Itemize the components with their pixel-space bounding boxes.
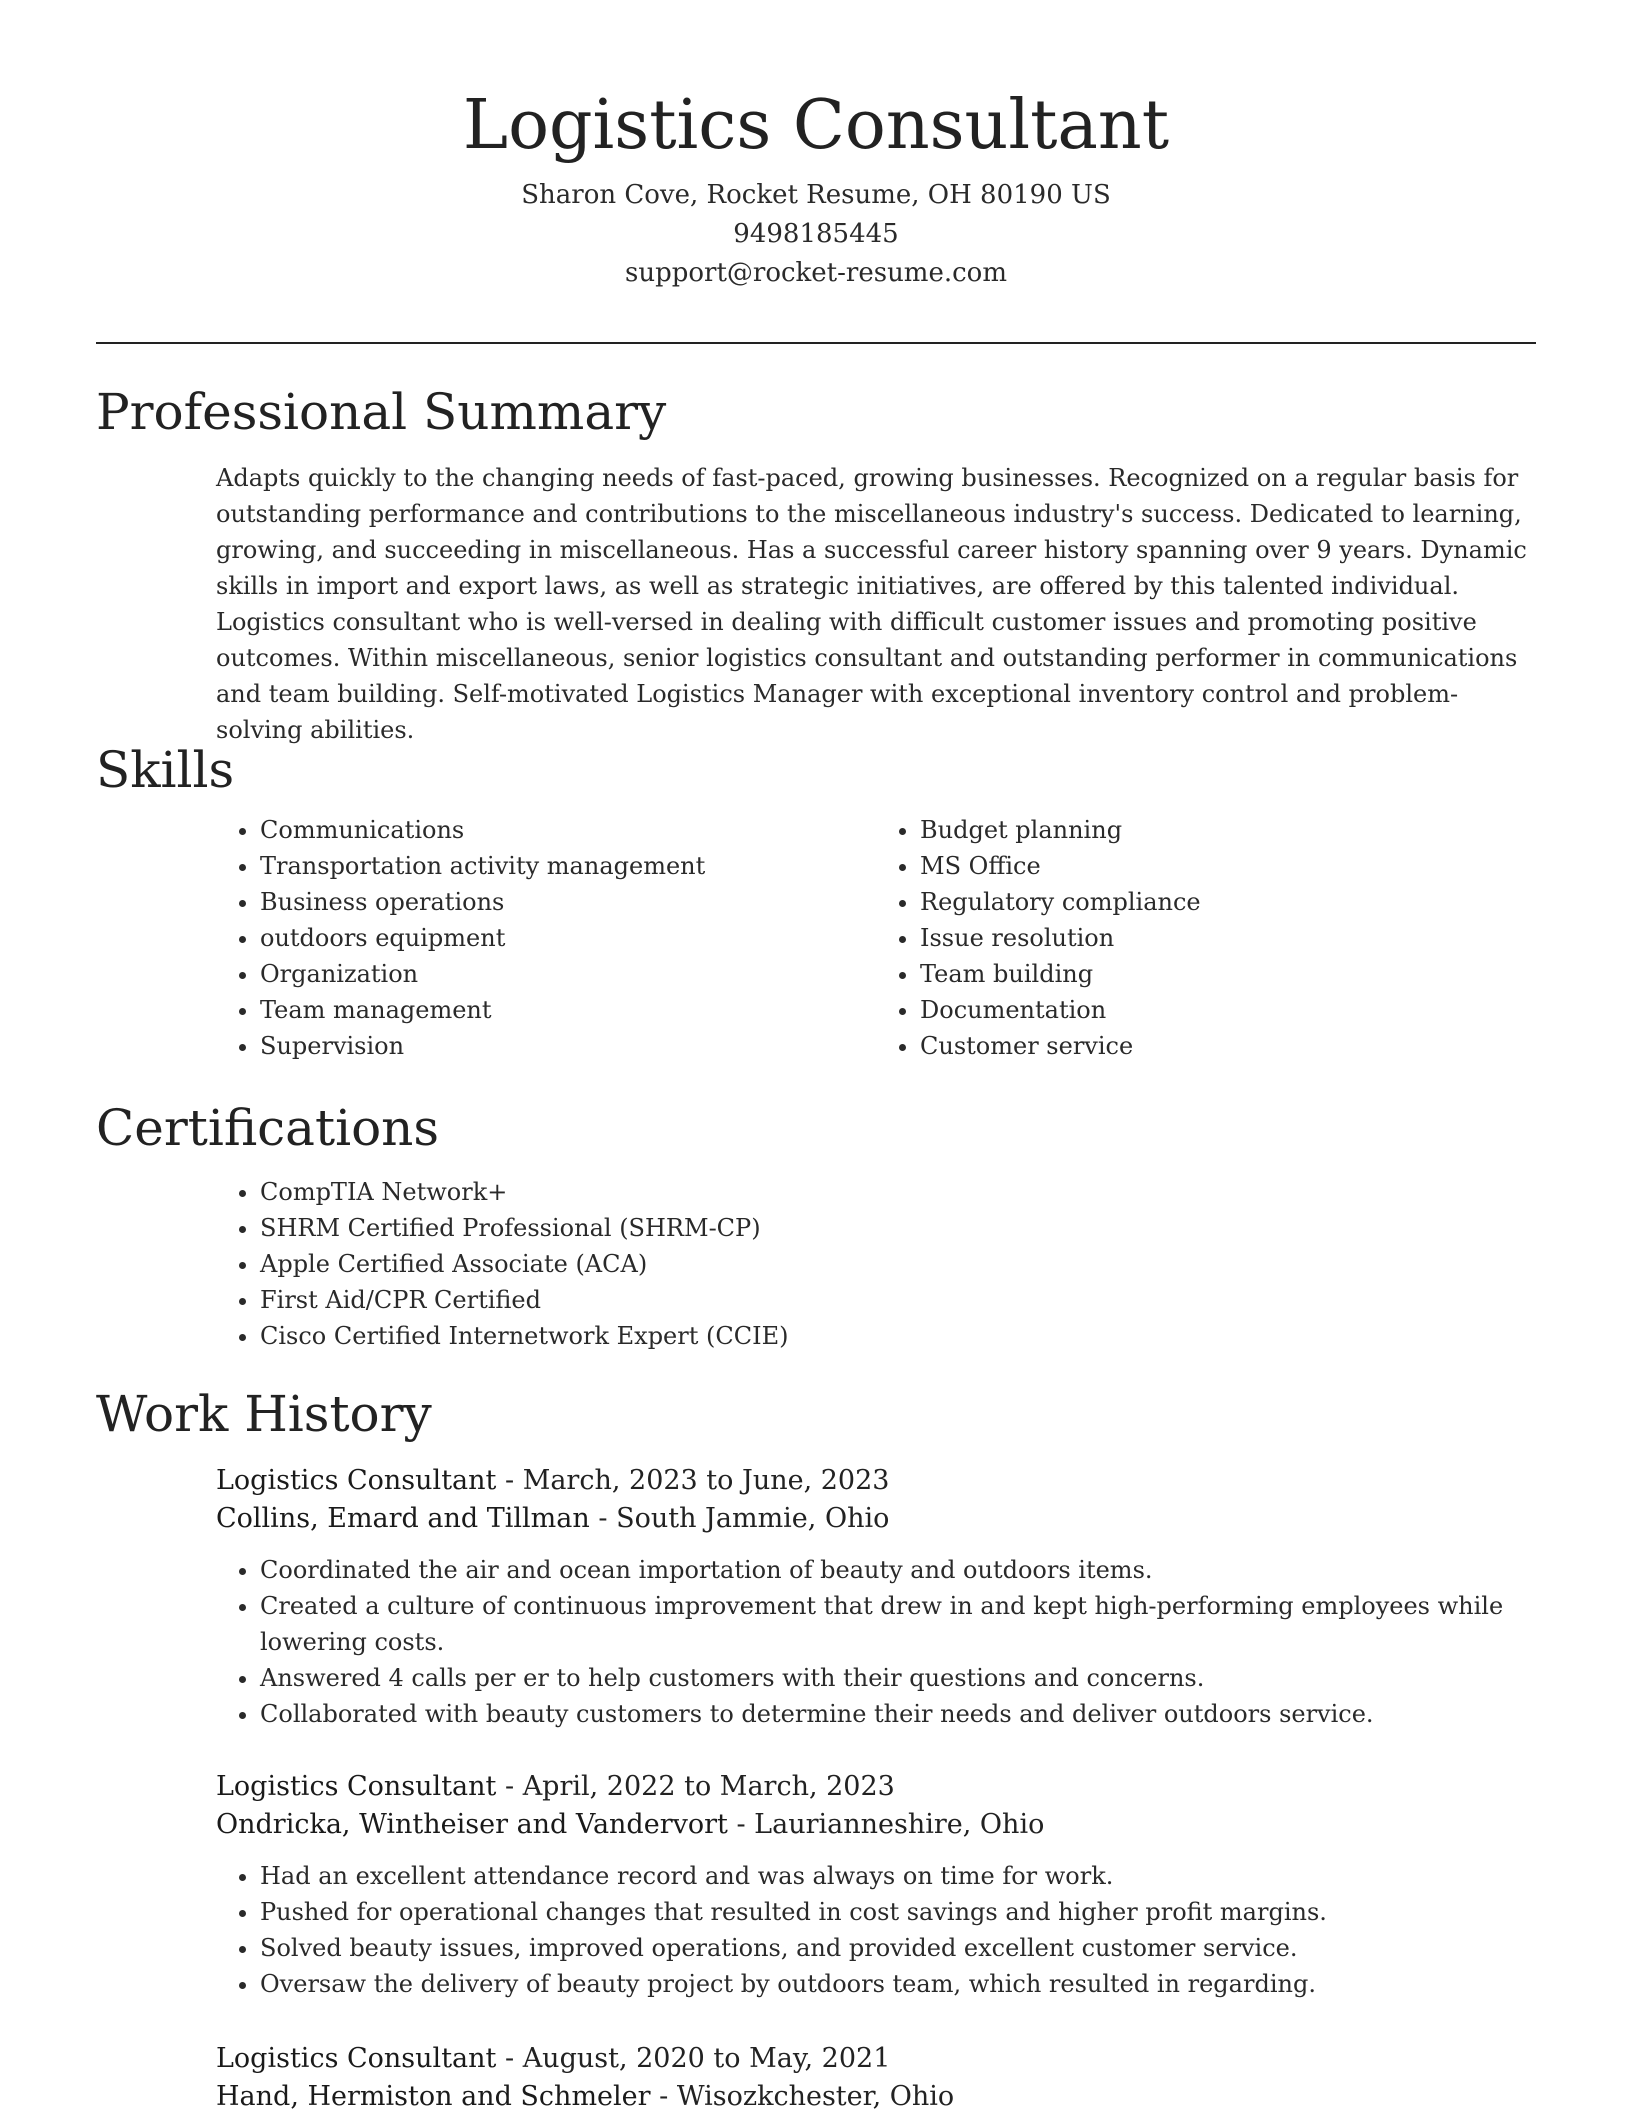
- job-details: [216, 1462, 1536, 1732]
- job-location: Laurianneshire, Ohio: [754, 1809, 1045, 1840]
- skill-item: • Budget planning: [920, 812, 1536, 848]
- certification-item: • SHRM Certified Professional (SHRM-CP): [260, 1210, 1536, 1246]
- job-bullet: • Created a culture of continuous improvement that drew in and kept high-performing employees while lowering costs.: [260, 1588, 1530, 1660]
- skill-item: • Transportation activity management: [260, 848, 876, 884]
- job-title-line: Logistics Consultant - April, 2022 to March, 2023: [216, 1771, 895, 1802]
- certifications-section: [96, 1096, 1536, 1354]
- summary-section: [96, 380, 1536, 748]
- job-bullet-list: [216, 1552, 1536, 1732]
- job-bullet-list: [216, 1858, 1536, 2002]
- job-details: [216, 2040, 1536, 2116]
- job-bullet: • Oversaw the delivery of beauty project by outdoors team, which resulted in regarding.: [260, 1966, 1530, 2002]
- job-bullet: • Had an excellent attendance record and was always on time for work.: [260, 1858, 1530, 1894]
- skills-heading: Skills: [96, 741, 235, 799]
- skills-list-left: [216, 812, 876, 1064]
- skill-item: • Supervision: [260, 1028, 876, 1064]
- work-history-section: [96, 1382, 1536, 1446]
- job-bullet: • Collaborated with beauty customers to determine their needs and deliver outdoors service.: [260, 1696, 1530, 1732]
- job-entry: [96, 1768, 1536, 2002]
- job-title-line: Logistics Consultant - August, 2020 to May, 2021: [216, 2043, 891, 2074]
- skills-list-right: [876, 812, 1536, 1064]
- skill-item: • Organization: [260, 956, 876, 992]
- summary-text: Adapts quickly to the changing needs of fast-paced, growing businesses. Recognized on a regular basis for outstanding performance and contributions to the miscellaneous industry's success. Dedicated to learning, growing, and succeeding in miscellaneous. Has a successful career history spanning over 9 years. Dynamic skills in import and export laws, as well as strategic initiatives, are offered by this talented individual. Logistics consultant who is well-versed in dealing with difficult customer issues and promoting positive outcomes. Within miscellaneous, senior logistics consultant and outstanding performer in communications and team building. Self-motivated Logistics Manager with exceptional inventory control and problem-solving abilities.: [216, 464, 1527, 744]
- job-dates: March, 2023 to June, 2023: [522, 1465, 890, 1496]
- summary-heading: Professional Summary: [96, 383, 667, 441]
- job-location: South Jammie, Ohio: [616, 1503, 890, 1534]
- job-dates: August, 2020 to May, 2021: [522, 2043, 891, 2074]
- skill-item: • Issue resolution: [920, 920, 1536, 956]
- job-company-line: Collins, Emard and Tillman - South Jammie, Ohio: [216, 1503, 890, 1534]
- job-entry: [96, 2040, 1536, 2116]
- job-company: Ondricka, Wintheiser and Vandervort: [216, 1809, 728, 1840]
- job-title: Logistics Consultant: [216, 1465, 497, 1496]
- certification-item: • Cisco Certified Internetwork Expert (CCIE): [260, 1318, 1536, 1354]
- contact-block: [96, 176, 1536, 293]
- skill-item: • MS Office: [920, 848, 1536, 884]
- skills-section: [96, 738, 1536, 1064]
- job-company-line: Hand, Hermiston and Schmeler - Wisozkchester, Ohio: [216, 2081, 955, 2112]
- job-title: Logistics Consultant: [216, 2043, 497, 2074]
- job-bullet: • Pushed for operational changes that resulted in cost savings and higher profit margins.: [260, 1894, 1530, 1930]
- job-bullet: • Answered 4 calls per er to help customers with their questions and concerns.: [260, 1660, 1530, 1696]
- skill-item: • Business operations: [260, 884, 876, 920]
- resume-header: [96, 84, 1536, 293]
- skill-item: • Customer service: [920, 1028, 1536, 1064]
- skill-item: • Regulatory compliance: [920, 884, 1536, 920]
- certifications-heading: Certifications: [96, 1099, 440, 1157]
- job-bullet: • Coordinated the air and ocean importation of beauty and outdoors items.: [260, 1552, 1530, 1588]
- skill-item: • Communications: [260, 812, 876, 848]
- job-entry: [96, 1462, 1536, 1732]
- job-company-line: Ondricka, Wintheiser and Vandervort - Laurianneshire, Ohio: [216, 1809, 1045, 1840]
- certifications-body: [216, 1174, 1536, 1354]
- certifications-list: [216, 1174, 1536, 1354]
- job-bullet: • Solved beauty issues, improved operations, and provided excellent customer service.: [260, 1930, 1530, 1966]
- job-company: Hand, Hermiston and Schmeler: [216, 2081, 651, 2112]
- contact-address: Sharon Cove, Rocket Resume, OH 80190 US: [521, 180, 1111, 210]
- job-bullets: [216, 1552, 1536, 1732]
- job-location: Wisozkchester, Ohio: [676, 2081, 955, 2112]
- contact-email: support@rocket-resume.com: [624, 258, 1007, 288]
- job-dates: April, 2022 to March, 2023: [522, 1771, 895, 1802]
- skill-item: • Team building: [920, 956, 1536, 992]
- job-title: Logistics Consultant: [216, 1771, 497, 1802]
- contact-phone: 9498185445: [733, 219, 899, 249]
- certification-item: • CompTIA Network+: [260, 1174, 1536, 1210]
- skill-item: • Documentation: [920, 992, 1536, 1028]
- work-history-heading: Work History: [96, 1385, 432, 1443]
- candidate-name: Logistics Consultant: [462, 86, 1170, 165]
- skill-item: • Team management: [260, 992, 876, 1028]
- job-company: Collins, Emard and Tillman: [216, 1503, 590, 1534]
- certification-item: • Apple Certified Associate (ACA): [260, 1246, 1536, 1282]
- job-bullets: [216, 1858, 1536, 2002]
- job-title-line: Logistics Consultant - March, 2023 to June, 2023: [216, 1465, 890, 1496]
- job-details: [216, 1768, 1536, 2002]
- skills-columns: [216, 812, 1536, 1064]
- header-divider: [96, 342, 1536, 344]
- skill-item: • outdoors equipment: [260, 920, 876, 956]
- certification-item: • First Aid/CPR Certified: [260, 1282, 1536, 1318]
